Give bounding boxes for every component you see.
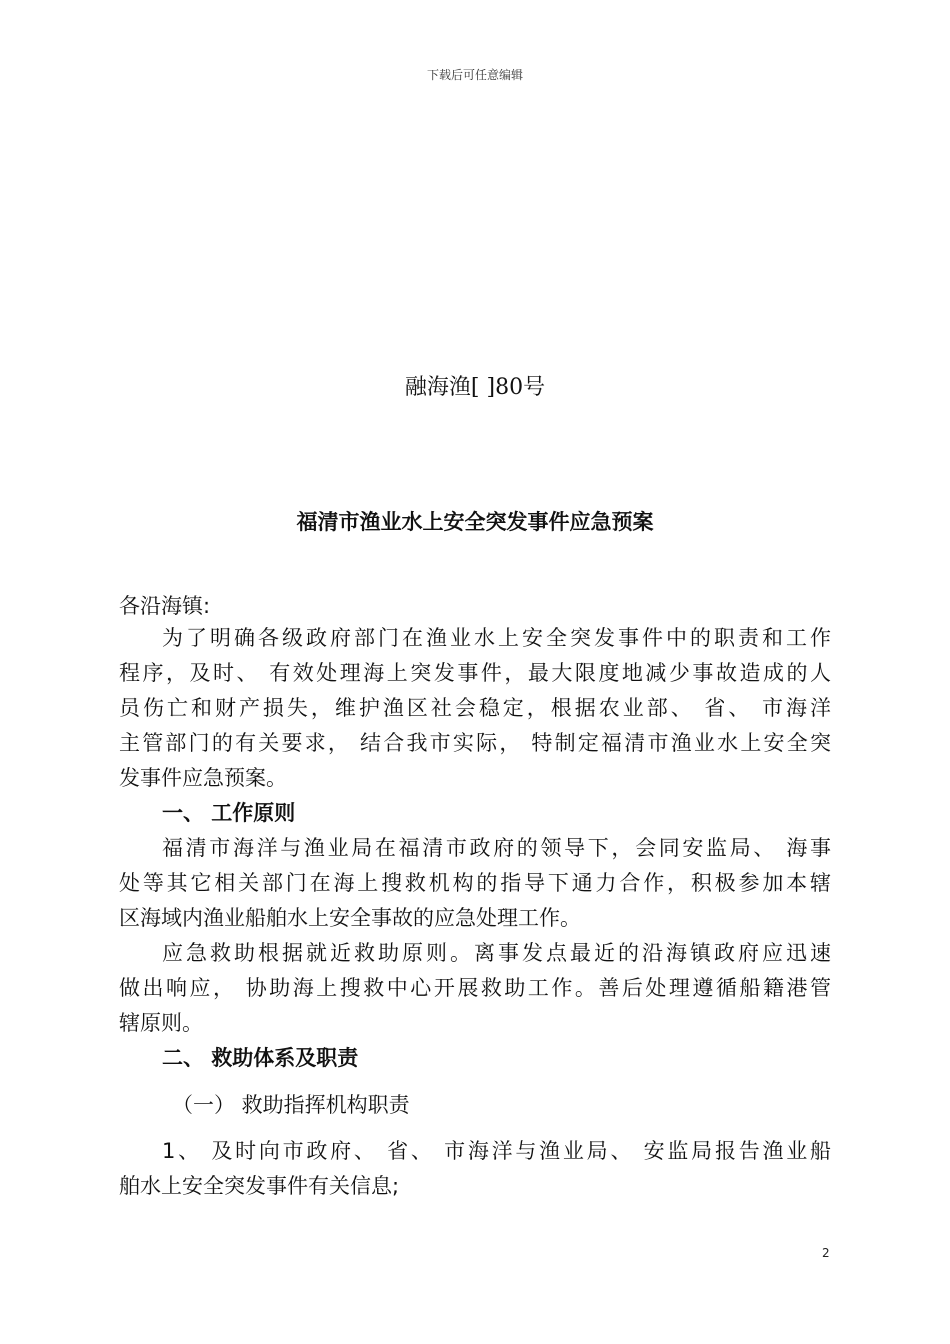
section1-para1-line: 区海域内渔业船舶水上安全事故的应急处理工作。 xyxy=(119,906,581,930)
section1-para1-line: 福清市海洋与渔业局在福清市政府的领导下，会同安监局、 海事 xyxy=(162,836,831,860)
section-heading-1: 一、 工作原则 xyxy=(162,801,296,825)
document-title: 福清市渔业水上安全突发事件应急预案 xyxy=(296,510,654,534)
intro-line: 程序，及时、 有效处理海上突发事件，最大限度地减少事故造成的人 xyxy=(119,661,831,685)
document-number: 融海渔[ ]80号 xyxy=(404,375,546,400)
page-number: 2 xyxy=(822,1246,830,1260)
section1-para1-line: 处等其它相关部门在海上搜救机构的指导下通力合作，积极参加本辖 xyxy=(119,871,831,895)
section1-para2-line: 辖原则。 xyxy=(119,1011,203,1035)
intro-line: 主管部门的有关要求， 结合我市实际， 特制定福清市渔业水上安全突 xyxy=(119,731,831,755)
subsection-heading: （一） 救助指挥机构职责 xyxy=(172,1093,410,1117)
salutation: 各沿海镇: xyxy=(119,594,211,618)
section-heading-2: 二、 救助体系及职责 xyxy=(162,1046,359,1070)
section2-item-line: 1、 及时向市政府、 省、 市海洋与渔业局、 安监局报告渔业船 xyxy=(162,1139,831,1163)
intro-line: 发事件应急预案。 xyxy=(119,766,287,790)
page-header-note: 下载后可任意编辑 xyxy=(426,68,523,82)
intro-line: 员伤亡和财产损失，维护渔区社会稳定，根据农业部、 省、 市海洋 xyxy=(119,696,831,720)
section1-para2-line: 应急救助根据就近救助原则。离事发点最近的沿海镇政府应迅速 xyxy=(162,941,831,965)
section1-para2-line: 做出响应， 协助海上搜救中心开展救助工作。善后处理遵循船籍港管 xyxy=(119,976,831,1000)
section2-item-line: 舶水上安全突发事件有关信息; xyxy=(119,1174,400,1198)
intro-line: 为了明确各级政府部门在渔业水上安全突发事件中的职责和工作 xyxy=(162,626,831,650)
